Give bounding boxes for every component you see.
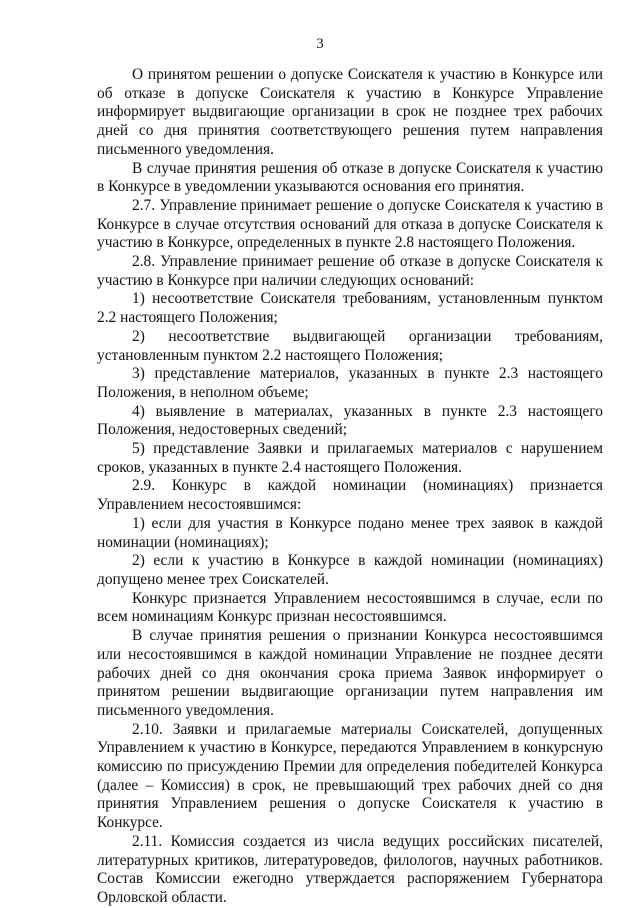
paragraph-2-11: 2.11. Комиссия создается из числа ведущих российских писателей, литературных критиков, литературоведов, филологов, научных работников. Состав Комиссии ежегодно утверждается распоряжением Губернатора Орловской области. (97, 832, 603, 906)
paragraph-failed-notification: В случае принятия решения о признании Конкурса несостоявшимся или несостоявшимся в каждой номинации Управление не позднее десяти рабочих дней со дня окончания срока приема Заявок информирует о принятом решении выдвигающие организации путем направления им письменного уведомления. (97, 627, 603, 719)
paragraph-2-8: 2.8. Управление принимает решение об отказе в допуске Соискателя к участию в Конкурсе при наличии следующих оснований: (97, 253, 603, 289)
list-item-2-8-1: 1) несоответствие Соискателя требованиям, установленным пунктом 2.2 настоящего Положения; (97, 290, 603, 327)
page-number: 3 (316, 36, 324, 52)
list-item-2-8-3: 3) представление материалов, указанных в пункте 2.3 настоящего Положения, в неполном объеме; (97, 365, 603, 401)
paragraph-notification: О принятом решении о допуске Соискателя к участию в Конкурсе или об отказе в допуске Соискателя к участию в Конкурсе Управление информирует выдвигающие организации в срок не позднее трех рабочих дней со дня принятия соответствующего решения путем направления письменного уведомления. (97, 66, 603, 158)
paragraph-2-10: 2.10. Заявки и прилагаемые материалы Соискателей, допущенных Управлением к участию в Конкурсе, передаются Управлением в конкурсную комиссию по присуждению Премии для определения победителей Конкурса (далее – Комиссия) в срок, не превышающий трех рабочих дней со дня принятия Управлением решения о допуске Соискателя к участию в Конкурсе. (97, 720, 603, 832)
paragraph-2-9: 2.9. Конкурс в каждой номинации (номинациях) признается Управлением несостоявшимся: (97, 477, 603, 514)
document-body (97, 66, 603, 908)
list-item-2-9-2: 2) если к участию в Конкурсе в каждой номинации (номинациях) допущено менее трех Соискателей. (97, 552, 603, 588)
paragraph-2-7: 2.7. Управление принимает решение о допуске Соискателя к участию в Конкурсе в случае отсутствия оснований для отказа в допуске Соискателя к участию в Конкурсе, определенных в пункте 2.8 настоящего Положения. (97, 196, 603, 252)
paragraph-contest-failed: Конкурс признается Управлением несостоявшимся в случае, если по всем номинациям Конкурс признан несостоявшимся. (97, 589, 603, 626)
paragraph-refusal-grounds: В случае принятия решения об отказе в допуске Соискателя к участию в Конкурсе в уведомлении указываются основания его принятия. (97, 159, 603, 196)
list-item-2-9-1: 1) если для участия в Конкурсе подано менее трех заявок в каждой номинации (номинациях); (97, 514, 603, 551)
list-item-2-8-5: 5) представление Заявки и прилагаемых материалов с нарушением сроков, указанных в пункте 2.4 настоящего Положения. (97, 440, 603, 476)
list-item-2-8-4: 4) выявление в материалах, указанных в пункте 2.3 настоящего Положения, недостоверных сведений; (97, 402, 603, 439)
list-item-2-8-2: 2) несоответствие выдвигающей организации требованиям, установленным пунктом 2.2 настоящего Положения; (97, 327, 603, 364)
